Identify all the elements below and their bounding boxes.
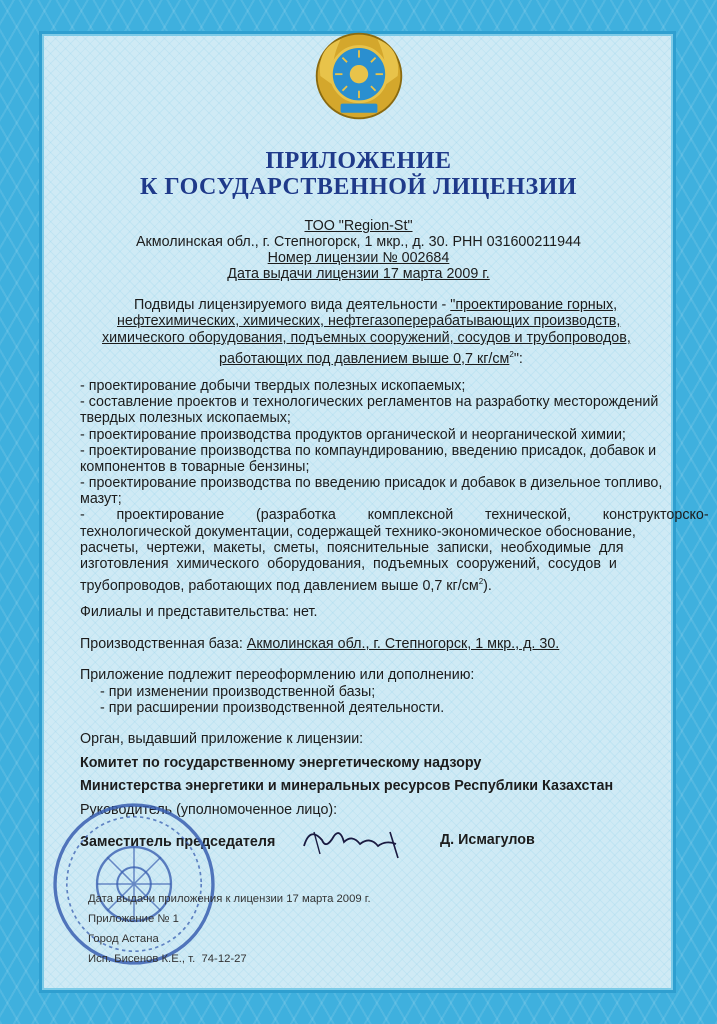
subtypes-sup: 2	[509, 350, 514, 359]
activity-6e-sup: 2	[478, 577, 484, 586]
activity-4b: компонентов в товарные бензины;	[80, 459, 310, 475]
reissue-item-2: - при расширении производственной деятельности.	[100, 700, 445, 716]
license-number: Номер лицензии № 002684	[267, 250, 450, 266]
footer-annex: Приложение № 1	[88, 913, 179, 925]
activity-6d: изготовления химического оборудования, подъемных сооружений, сосудов и	[80, 556, 617, 572]
subtypes-text-1: "проектирование горных,	[450, 297, 618, 313]
subtypes-suffix: ":	[513, 350, 523, 367]
activity-2a: - составление проектов и технологических регламентов на разработку месторождений	[80, 394, 659, 410]
production-base-value: Акмолинская обл., г. Степногорск, 1 мкр., д. 30.	[246, 636, 560, 652]
subtypes-prefix: Подвиды лицензируемого вида деятельности -	[134, 297, 451, 313]
activity-2b: твердых полезных ископаемых;	[80, 410, 291, 426]
activity-5b: мазут;	[80, 491, 122, 507]
activity-6e	[80, 573, 492, 595]
activity-5a: - проектирование производства по введению присадок и добавок в дизельное топливо,	[80, 475, 663, 491]
subtypes-line-2: нефтехимических, химических, нефтегазоперерабатывающих производств,	[117, 313, 621, 329]
footer-date: Дата выдачи приложения к лицензии 17 марта 2009 г.	[88, 893, 371, 905]
title-line-2: К ГОСУДАРСТВЕННОЙ ЛИЦЕНЗИИ	[140, 174, 577, 200]
authority-label: Орган, выдавший приложение к лицензии:	[80, 731, 364, 747]
license-issue-date: Дата выдачи лицензии 17 марта 2009 г.	[227, 266, 490, 282]
reissue-intro: Приложение подлежит переоформлению или дополнению:	[80, 667, 475, 683]
production-base	[80, 636, 559, 653]
activity-6c: расчеты, чертежи, макеты, сметы, пояснительные записки, необходимые для	[80, 540, 624, 556]
activity-6a: - проектирование (разработка комплексной технической, конструкторско-	[80, 507, 709, 523]
subtypes-line-4	[219, 346, 523, 368]
activity-6e-text: трубопроводов, работающих под давлением выше 0,7 кг/см	[80, 577, 479, 594]
company-address: Акмолинская обл., г. Степногорск, 1 мкр., д. 30. РНН 031600211944	[136, 234, 581, 250]
deputy-title: Заместитель председателя	[80, 834, 276, 850]
head-label: Руководитель (уполномоченное лицо):	[80, 802, 338, 818]
activity-4a: - проектирование производства по компаундированию, введению присадок, добавок и	[80, 443, 657, 459]
authority-line-2: Министерства энергетики и минеральных ресурсов Республики Казахстан	[80, 778, 614, 794]
authority-line-1: Комитет по государственному энергетическому надзору	[80, 755, 482, 771]
production-base-label: Производственная база:	[80, 636, 247, 652]
state-emblem-icon	[313, 30, 405, 122]
activity-1: - проектирование добычи твердых полезных ископаемых;	[80, 378, 466, 394]
subtypes-line-3: химического оборудования, подъемных сооружений, сосудов и трубопроводов,	[102, 330, 631, 346]
footer-executor: Исп. Бисенов К.Е., т. 74-12-27	[88, 953, 247, 965]
branches-text: Филиалы и представительства: нет.	[80, 604, 318, 620]
title-line-1: ПРИЛОЖЕНИЕ	[265, 148, 452, 174]
company-name: ТОО "Region-St"	[304, 218, 413, 234]
signature-icon	[300, 822, 410, 862]
subtypes-text-4: работающих под давлением выше 0,7 кг/см	[219, 350, 510, 367]
activity-6e-end: ).	[483, 577, 492, 594]
activity-6b: технологической документации, содержащей технико-экономическое обоснование,	[80, 524, 636, 540]
subtypes-line-1	[134, 297, 617, 314]
signatory-name: Д. Исмагулов	[440, 832, 535, 848]
activity-3: - проектирование производства продуктов органической и неорганической химии;	[80, 427, 626, 443]
footer-city: Город Астана	[88, 933, 159, 945]
reissue-item-1: - при изменении производственной базы;	[100, 684, 376, 700]
